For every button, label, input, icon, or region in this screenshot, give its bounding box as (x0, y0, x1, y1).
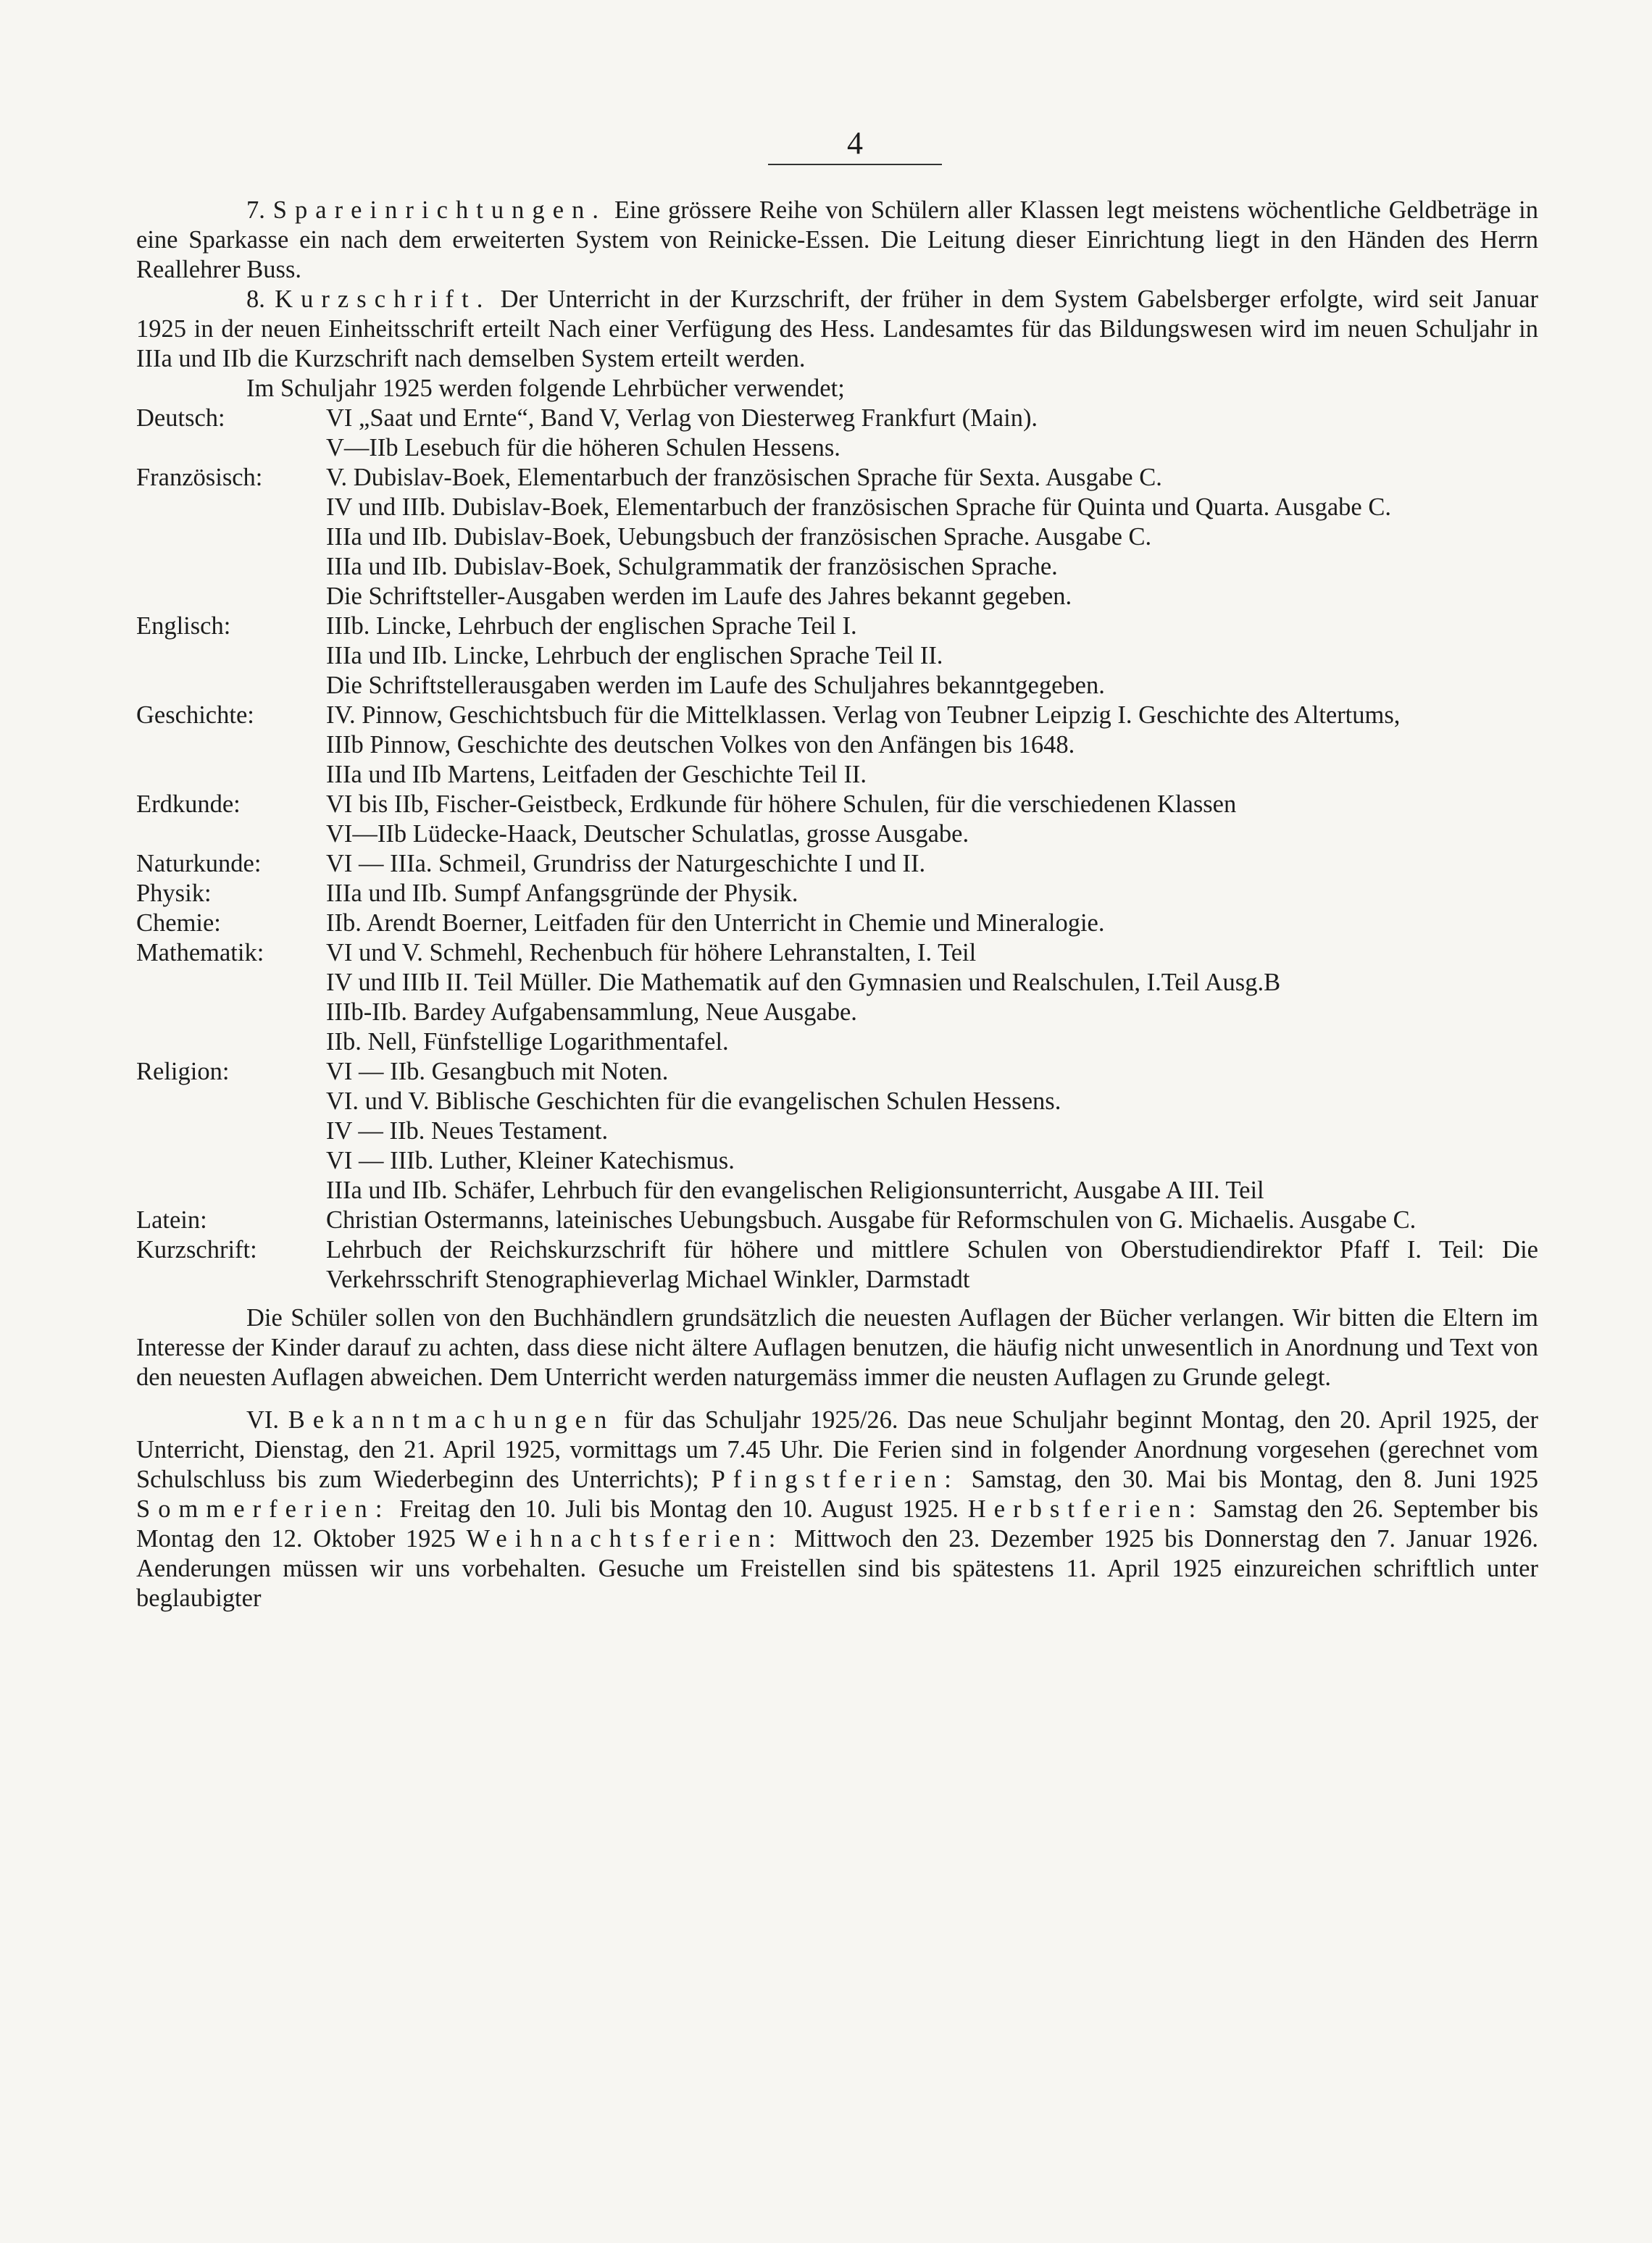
subject-label: Physik: (136, 880, 212, 907)
subject-label: Latein: (136, 1206, 207, 1234)
textbook-entry: Die Schriftsteller-Ausgaben werden im Laufe des Jahres bekannt gegeben. (326, 582, 1072, 610)
textbook-entry: V—IIb Lesebuch für die höheren Schulen Hessens. (326, 434, 840, 461)
holiday-heading-pfingsten: Pfingstferien: (711, 1466, 959, 1493)
textbook-entry: IIIb-IIb. Bardey Aufgabensammlung, Neue Ausgabe. (326, 998, 857, 1026)
textbook-entries (326, 909, 1538, 938)
subject-label: Chemie: (136, 909, 221, 937)
textbook-entry: IV. Pinnow, Geschichtsbuch für die Mittelklassen. Verlag von Teubner Leipzig I. Geschichte des Altertums, (326, 701, 1401, 729)
section-number: 8. (246, 285, 265, 313)
textbook-entry: IIIa und IIb. Dubislav-Boek, Schulgrammatik der französischen Sprache. (326, 553, 1058, 580)
textbook-entry: VI — IIIb. Luther, Kleiner Katechismus. (326, 1147, 735, 1174)
holiday-dates-pfingsten: Samstag, den 30. Mai bis Montag, den 8. Juni 1925 (971, 1466, 1539, 1493)
section-text: Der Unterricht in der Kurzschrift, der früher in dem System Gabelsberger erfolgte, wird seit Januar 1925 in der neuen Einheitsschrift erteilt Nach einer Verfügung des Hess. Landesamtes für das Bildungswesen wird im neuen Schuljahr in IIIa und IIb die Kurzschrift nach demselben System erteilt werden. (136, 285, 1539, 372)
section-number: 7. (246, 196, 265, 224)
subject-label: Mathematik: (136, 939, 264, 966)
textbook-subject-row (136, 463, 1538, 611)
subject-label: Französisch: (136, 464, 263, 491)
textbook-entry: VI und V. Schmehl, Rechenbuch für höhere Lehranstalten, I. Teil (326, 939, 977, 966)
page-content (136, 196, 1538, 1613)
textbook-entry: VI — IIb. Gesangbuch mit Noten. (326, 1058, 669, 1085)
textbook-entries (326, 879, 1538, 909)
holiday-dates-sommer: Freitag den 10. Juli bis Montag den 10. August 1925. (399, 1495, 959, 1523)
holiday-heading-herbst: Herbstferien: (967, 1495, 1204, 1523)
textbook-entry: IIIa und IIb. Schäfer, Lehrbuch für den evangelischen Religionsunterricht, Ausgabe A III. Teil (326, 1177, 1264, 1204)
holiday-heading-weihnachten: Weihnachtsferien: (466, 1525, 784, 1553)
textbook-subject-row (136, 1057, 1538, 1206)
textbook-entries (326, 1235, 1538, 1295)
textbook-entry: VI bis IIb, Fischer-Geistbeck, Erdkunde für höhere Schulen, für die verschiedenen Klassen (326, 790, 1237, 818)
textbook-entry: IIIa und IIb. Dubislav-Boek, Uebungsbuch der französischen Sprache. Ausgabe C. (326, 523, 1152, 551)
textbook-subject-row (136, 938, 1538, 1057)
holiday-dates-herbst: Samstag den 26. September bis Montag den 12. Oktober 1925 (136, 1495, 1538, 1553)
textbook-entries (326, 1057, 1538, 1206)
textbook-entry: IIIb Pinnow, Geschichte des deutschen Volkes von den Anfängen bis 1648. (326, 731, 1075, 759)
textbook-entry: IIIa und IIb. Sumpf Anfangsgründe der Physik. (326, 880, 798, 907)
subject-label: Naturkunde: (136, 850, 262, 877)
subject-label: Englisch: (136, 612, 231, 640)
textbook-subject-row (136, 611, 1538, 701)
textbook-entry: Die Schriftstellerausgaben werden im Laufe des Schuljahres bekanntgegeben. (326, 672, 1105, 699)
textbook-subject-row (136, 909, 1538, 938)
section-text: Eine grössere Reihe von Schülern aller Klassen legt meistens wöchentliche Geldbeträge in eine Sparkasse ein nach dem erweiterten System von Reinicke-Essen. Die Leitung dieser Einrichtung liegt in den Händen des Herrn Reallehrer Buss. (136, 196, 1539, 283)
textbook-entries (326, 790, 1538, 849)
textbook-entry: IIIb. Lincke, Lehrbuch der englischen Sprache Teil I. (326, 612, 857, 640)
textbook-entries (326, 938, 1538, 1057)
textbook-entries (326, 701, 1538, 790)
textbook-entry: VI—IIb Lüdecke-Haack, Deutscher Schulatlas, grosse Ausgabe. (326, 820, 969, 848)
subject-label: Religion: (136, 1058, 230, 1085)
textbook-entries (326, 849, 1538, 879)
textbook-entry: IV und IIIb. Dubislav-Boek, Elementarbuch der französischen Sprache für Quinta und Quarta. Ausgabe C. (326, 493, 1391, 521)
textbook-entry: Lehrbuch der Reichskurzschrift für höhere und mittlere Schulen von Oberstudiendirektor Pfaff I. Teil: Die Verkehrsschrift Stenographieverlag Michael Winkler, Darmstadt (326, 1236, 1538, 1293)
textbook-entry: V. Dubislav-Boek, Elementarbuch der französischen Sprache für Sexta. Ausgabe C. (326, 464, 1162, 491)
textbook-entries (326, 463, 1538, 611)
section-heading: Kurzschrift. (275, 285, 491, 313)
textbook-subject-row (136, 1235, 1538, 1295)
section-number: VI. (246, 1406, 280, 1434)
section-spareinrichtungen (136, 196, 1538, 285)
textbook-entry: VI — IIIa. Schmeil, Grundriss der Naturgeschichte I und II. (326, 850, 926, 877)
subject-label: Erdkunde: (136, 790, 241, 818)
holiday-heading-sommer: Sommerferien: (136, 1495, 391, 1523)
textbook-entry: IIIa und IIb. Lincke, Lehrbuch der englischen Sprache Teil II. (326, 642, 943, 669)
subject-label: Deutsch: (136, 404, 225, 432)
textbook-subject-row (136, 849, 1538, 879)
textbook-entry: Christian Ostermanns, lateinisches Uebungsbuch. Ausgabe für Reformschulen von G. Michaelis. Ausgabe C. (326, 1206, 1417, 1234)
textbooks-list (136, 404, 1538, 1295)
textbook-subject-row (136, 879, 1538, 909)
section-heading: Bekanntmachungen (288, 1406, 615, 1434)
subject-label: Kurzschrift: (136, 1236, 257, 1263)
holiday-dates-weihnachten: Mittwoch den 23. Dezember 1925 bis Donnerstag den 7. Januar 1926. Aenderungen müssen wir uns vorbehalten. Gesuche um Freistellen sind bis spätestens 11. April 1925 einzureichen schriftlich unter beglaubigter (136, 1525, 1539, 1612)
notice-text: für das Schuljahr 1925/26. Das neue Schuljahr beginnt Montag, den 20. April 1925, der Unterricht, Dienstag, den 21. April 1925, vormittags um 7.45 Uhr. Die Ferien sind in folgender Anordnung vorgesehen (gerechnet vom Schulschluss bis zum Wiederbeginn des Unterrichts); (136, 1406, 1538, 1493)
textbook-entry: IIb. Arendt Boerner, Leitfaden für den Unterricht in Chemie und Mineralogie. (326, 909, 1105, 937)
textbook-subject-row (136, 1206, 1538, 1235)
textbook-entry: IV — IIb. Neues Testament. (326, 1117, 609, 1145)
textbook-entry: VI „Saat und Ernte“, Band V, Verlag von Diesterweg Frankfurt (Main). (326, 404, 1038, 432)
textbooks-intro: Im Schuljahr 1925 werden folgende Lehrbücher verwendet; (246, 375, 845, 402)
textbook-entries (326, 1206, 1538, 1235)
textbook-entries (326, 404, 1538, 463)
textbook-entry: IIb. Nell, Fünfstellige Logarithmentafel. (326, 1028, 729, 1056)
textbook-subject-row (136, 404, 1538, 463)
textbook-entry: IV und IIIb II. Teil Müller. Die Mathematik auf den Gymnasien und Realschulen, I.Teil Ausg.B (326, 969, 1281, 996)
section-heading: Spareinrichtungen. (272, 196, 607, 224)
textbook-entries (326, 611, 1538, 701)
section-bekanntmachungen (136, 1405, 1538, 1613)
textbook-entry: VI. und V. Biblische Geschichten für die evangelischen Schulen Hessens. (326, 1087, 1061, 1115)
section-kurzschrift (136, 285, 1538, 374)
textbook-entry: IIIa und IIb Martens, Leitfaden der Geschichte Teil II. (326, 761, 867, 788)
subject-label: Geschichte: (136, 701, 254, 729)
textbook-subject-row (136, 701, 1538, 790)
page-number: 4 (768, 123, 942, 165)
textbook-subject-row (136, 790, 1538, 849)
closing-paragraph: Die Schüler sollen von den Buchhändlern grundsätzlich die neuesten Auflagen der Bücher verlangen. Wir bitten die Eltern im Interesse der Kinder darauf zu achten, dass diese nicht ältere Auflagen benutzen, die häufig nicht unwesentlich in Anordnung und Text von den neuesten Auflagen abweichen. Dem Unterricht werden naturgemäss immer die neusten Auflagen zu Grunde gelegt. (136, 1304, 1538, 1391)
